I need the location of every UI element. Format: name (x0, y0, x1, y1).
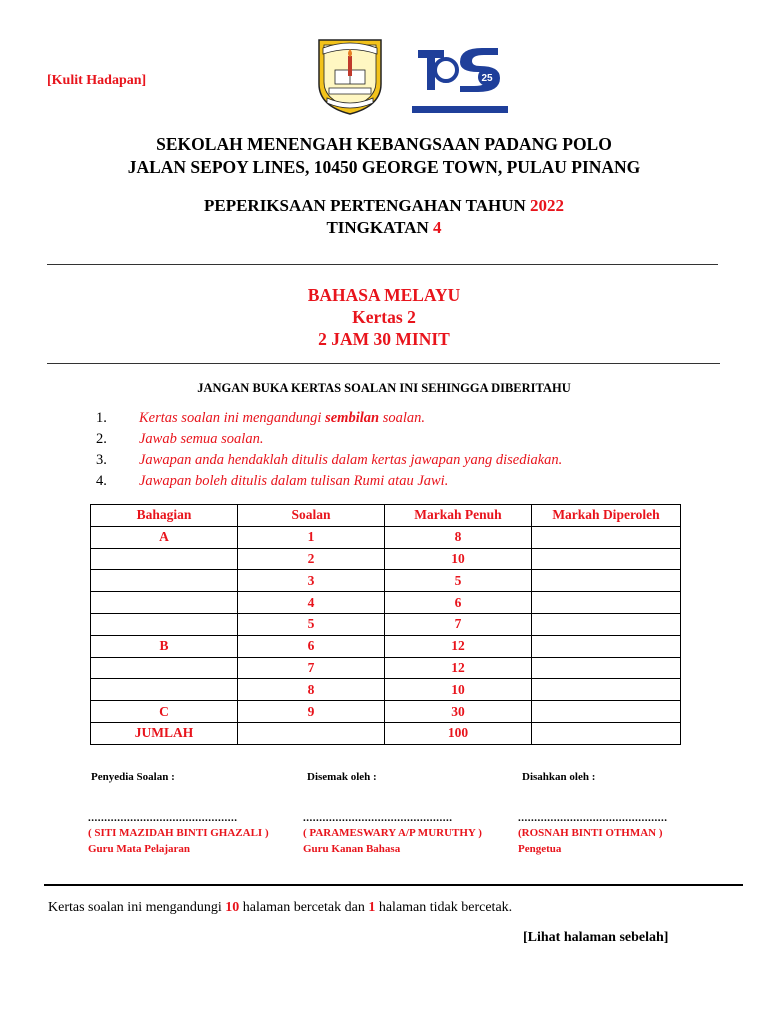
cell-question: 7 (238, 657, 385, 679)
cell-question (238, 722, 385, 744)
warning-text: JANGAN BUKA KERTAS SOALAN INI SEHINGGA DIBERITAHU (197, 381, 571, 395)
cell-full-marks: 12 (385, 635, 532, 657)
approver-role: Pengetua (518, 843, 562, 855)
approver-label: Disahkan oleh : (522, 771, 596, 783)
instruction-text: Kertas soalan ini mengandungi sembilan soalan. (139, 410, 425, 426)
checker-label: Disemak oleh : (307, 771, 377, 783)
cell-section (91, 548, 238, 570)
cell-marks-obtained (532, 722, 681, 744)
cell-section (91, 679, 238, 701)
table-row (91, 592, 681, 614)
school-crest-logo (315, 36, 385, 116)
next-page-note: [Lihat halaman sebelah] (523, 930, 669, 945)
header-full-marks: Markah Penuh (385, 505, 532, 527)
marks-table (90, 504, 681, 745)
cell-question: 6 (238, 635, 385, 657)
cell-total-marks: 100 (385, 722, 532, 744)
footer-divider (44, 884, 743, 886)
cell-question: 4 (238, 592, 385, 614)
instructions-list (96, 410, 716, 494)
cell-full-marks: 30 (385, 701, 532, 723)
instruction-item (96, 431, 716, 452)
cell-question: 3 (238, 570, 385, 592)
cell-marks-obtained (532, 613, 681, 635)
header-question: Soalan (238, 505, 385, 527)
exam-title (0, 196, 768, 216)
instruction-number: 3. (96, 452, 107, 468)
checker-name: ( PARAMESWARY A/P MURUTHY ) (303, 827, 482, 839)
cell-question: 9 (238, 701, 385, 723)
cell-question: 5 (238, 613, 385, 635)
ts25-program-logo (408, 40, 512, 114)
approver-signature-line: .............................................. (518, 812, 668, 824)
printed-page-count: 10 (225, 900, 240, 915)
checker-role: Guru Kanan Bahasa (303, 843, 401, 855)
table-row (91, 679, 681, 701)
cell-full-marks: 10 (385, 679, 532, 701)
instruction-emphasis: sembilan (325, 410, 380, 426)
checker-signature-line: .............................................. (303, 812, 453, 824)
table-header-row (91, 505, 681, 527)
header-section: Bahagian (91, 505, 238, 527)
cell-section: A (91, 526, 238, 548)
cell-section (91, 592, 238, 614)
table-row (91, 657, 681, 679)
table-row (91, 635, 681, 657)
cell-full-marks: 8 (385, 526, 532, 548)
divider (47, 363, 720, 364)
cell-question: 8 (238, 679, 385, 701)
table-row (91, 613, 681, 635)
table-row (91, 526, 681, 548)
table-row (91, 701, 681, 723)
subject-name: BAHASA MELAYU (307, 285, 461, 305)
cell-full-marks: 7 (385, 613, 532, 635)
instruction-item (96, 410, 716, 431)
logo-number: 25 (481, 73, 493, 84)
cell-marks-obtained (532, 701, 681, 723)
cell-section (91, 657, 238, 679)
divider (47, 264, 718, 265)
cell-marks-obtained (532, 526, 681, 548)
table-row (91, 570, 681, 592)
blank-page-count: 1 (368, 900, 376, 915)
exam-title-text: PEPERIKSAAN PERTENGAHAN TAHUN (203, 196, 526, 215)
preparer-name: ( SITI MAZIDAH BINTI GHAZALI ) (88, 827, 269, 839)
exam-year: 2022 (530, 196, 565, 215)
instruction-number: 2. (96, 431, 107, 447)
approver-name: (ROSNAH BINTI OTHMAN ) (518, 827, 663, 839)
table-total-row (91, 722, 681, 744)
subject-duration: 2 JAM 30 MINIT (318, 329, 450, 349)
school-name: SEKOLAH MENENGAH KEBANGSAAN PADANG POLO (156, 134, 612, 154)
cover-label: [Kulit Hadapan] (47, 73, 147, 88)
preparer-label: Penyedia Soalan : (91, 771, 175, 783)
page-count-note: Kertas soalan ini mengandungi 10 halaman bercetak dan 1 halaman tidak bercetak. (48, 900, 513, 915)
cell-full-marks: 5 (385, 570, 532, 592)
instruction-item (96, 473, 716, 494)
instruction-item (96, 452, 716, 473)
subject-paper: Kertas 2 (352, 307, 416, 327)
cell-marks-obtained (532, 548, 681, 570)
instruction-number: 4. (96, 473, 107, 489)
cell-marks-obtained (532, 570, 681, 592)
instruction-text: Jawapan boleh ditulis dalam tulisan Rumi atau Jawi. (139, 473, 449, 489)
cell-section: B (91, 635, 238, 657)
instruction-number: 1. (96, 410, 107, 426)
table-row (91, 548, 681, 570)
cell-marks-obtained (532, 635, 681, 657)
cell-question: 2 (238, 548, 385, 570)
preparer-signature-line: .............................................. (88, 812, 238, 824)
school-address: JALAN SEPOY LINES, 10450 GEORGE TOWN, PULAU PINANG (127, 157, 641, 177)
cell-marks-obtained (532, 679, 681, 701)
cell-marks-obtained (532, 592, 681, 614)
header-marks-obtained: Markah Diperoleh (532, 505, 681, 527)
cell-section: C (91, 701, 238, 723)
instruction-text: Jawab semua soalan. (139, 431, 264, 447)
cell-full-marks: 12 (385, 657, 532, 679)
exam-level (0, 218, 768, 238)
cell-question: 1 (238, 526, 385, 548)
level-value: 4 (433, 218, 442, 237)
cell-section (91, 570, 238, 592)
cell-full-marks: 6 (385, 592, 532, 614)
preparer-role: Guru Mata Pelajaran (88, 843, 191, 855)
cell-full-marks: 10 (385, 548, 532, 570)
level-label: TINGKATAN (326, 218, 429, 237)
cell-marks-obtained (532, 657, 681, 679)
cell-section (91, 613, 238, 635)
cell-total-label: JUMLAH (91, 722, 238, 744)
instruction-text: Jawapan anda hendaklah ditulis dalam kertas jawapan yang disediakan. (139, 452, 563, 468)
